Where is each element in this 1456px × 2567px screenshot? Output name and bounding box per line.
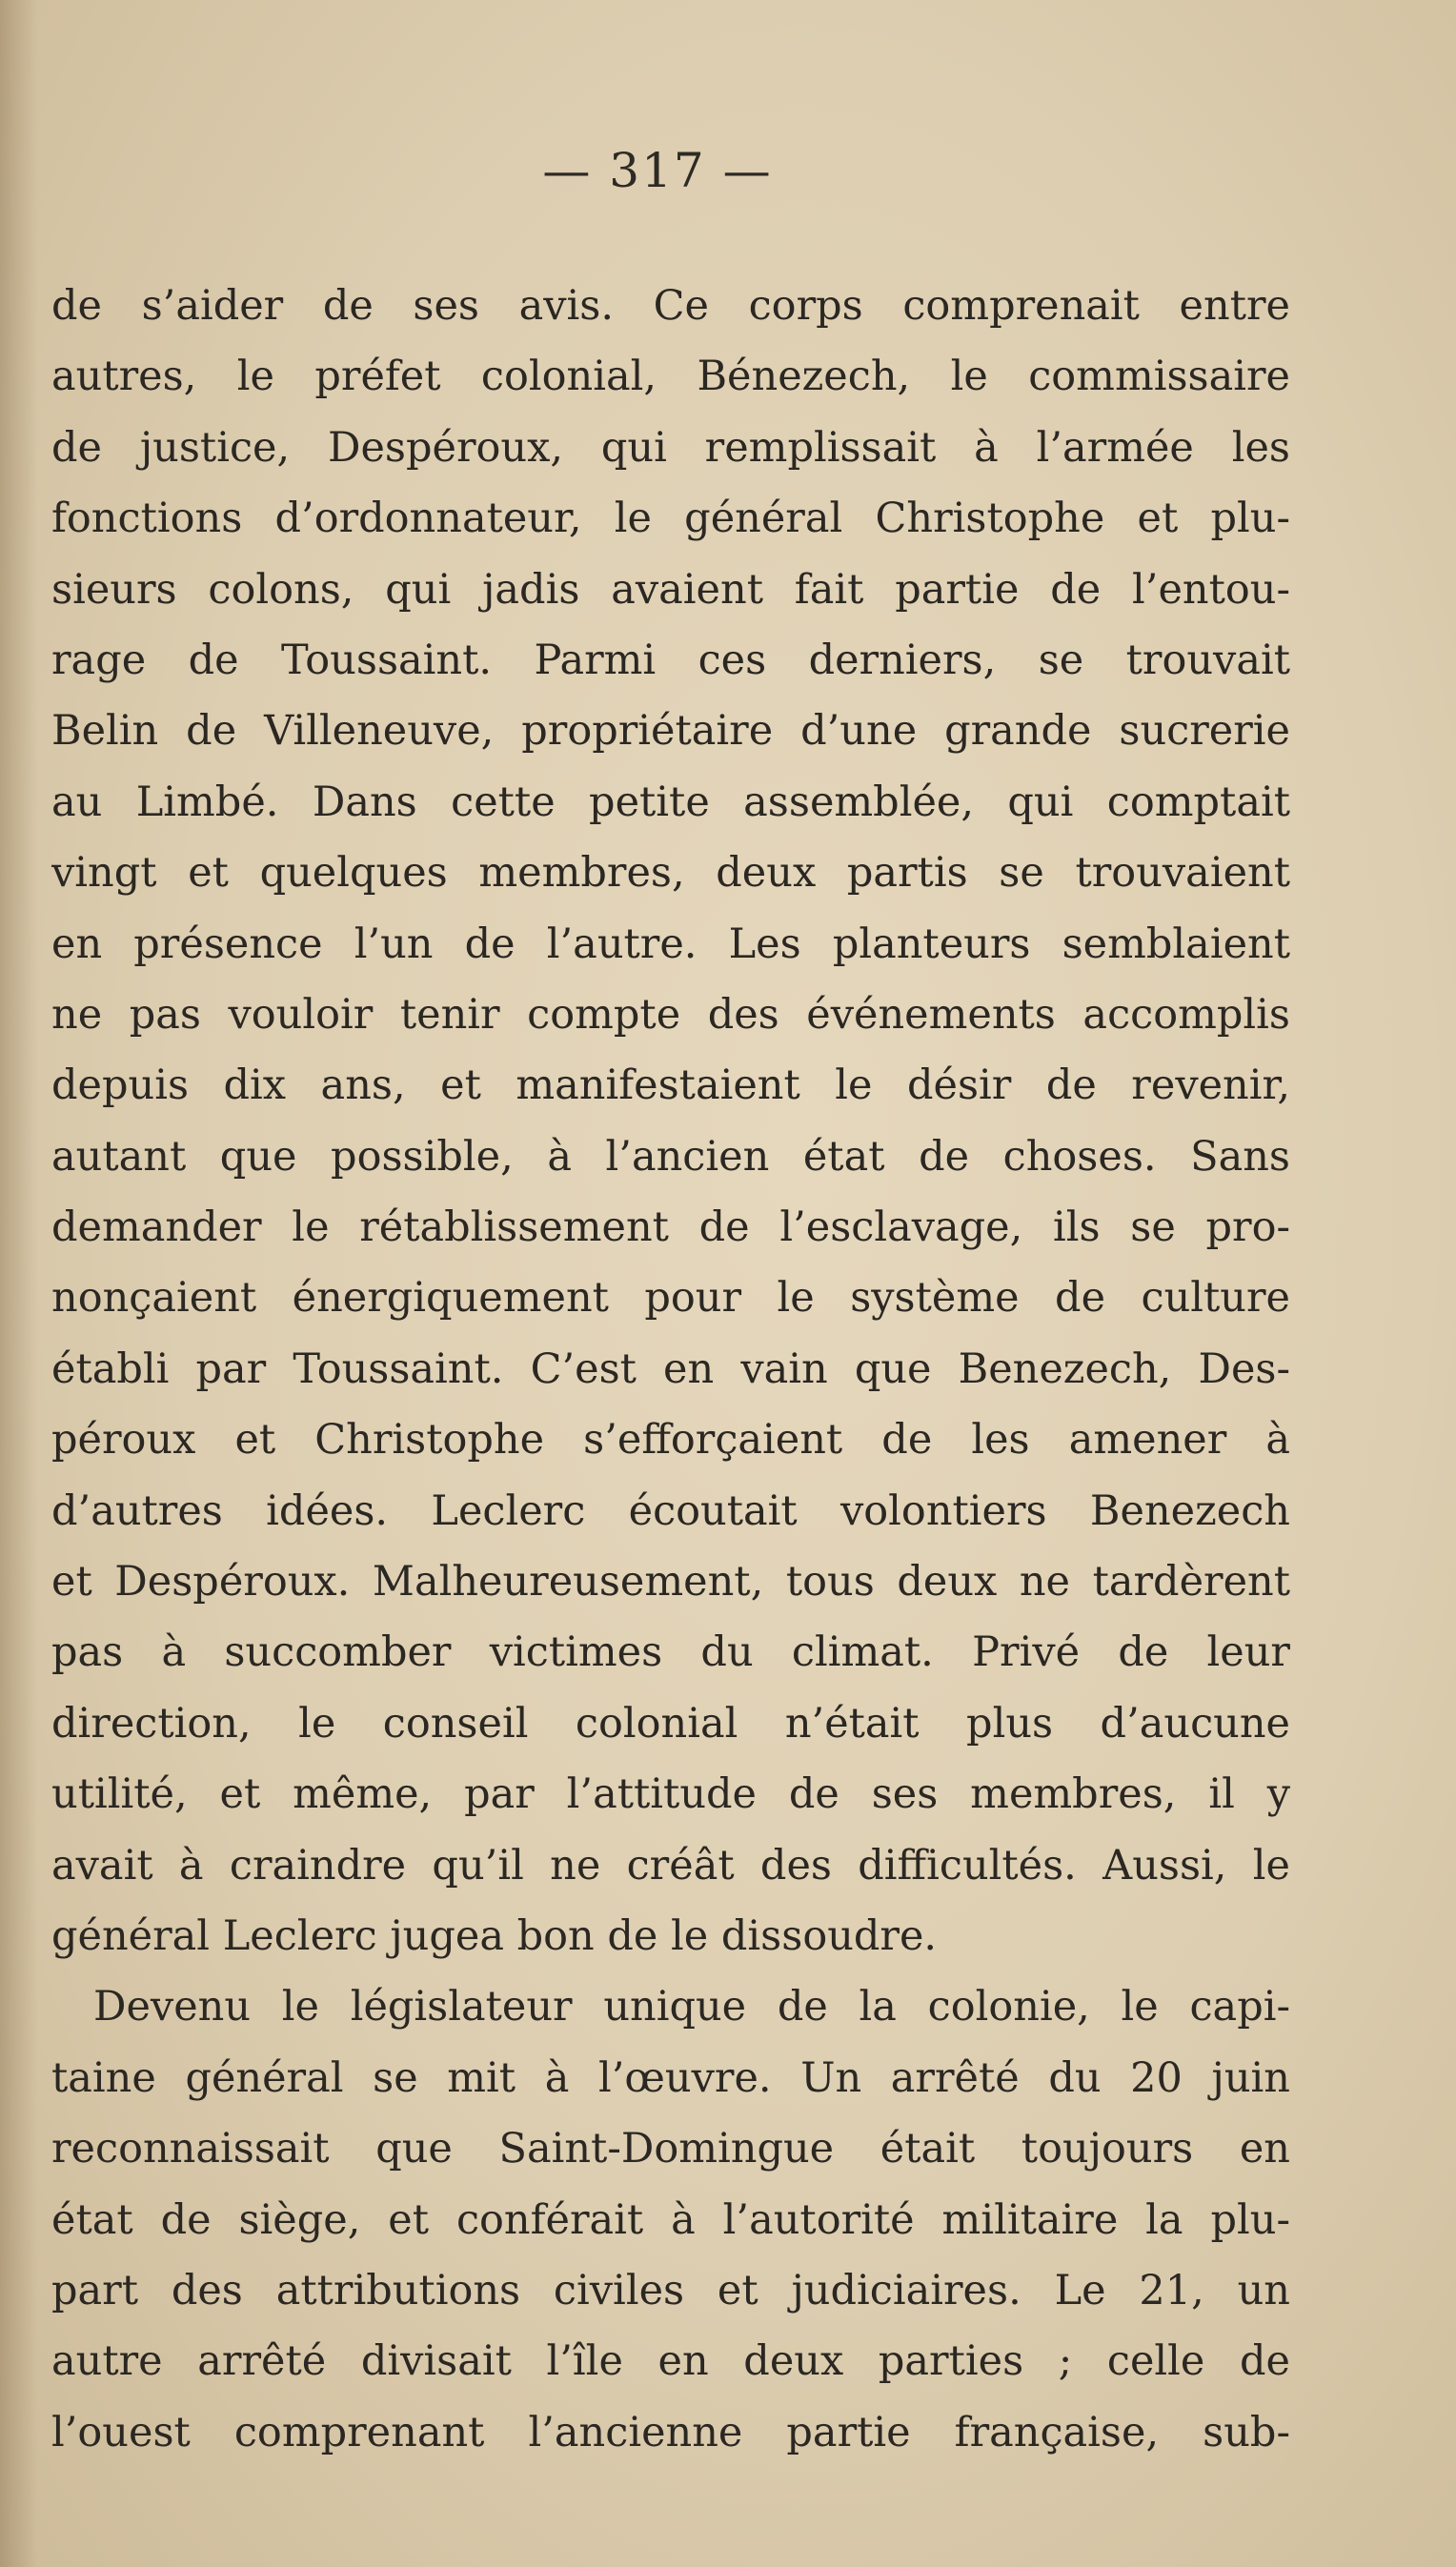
- text-line: part des attributions civiles et judiciaires. Le 21, un: [51, 2266, 1290, 2314]
- paragraph-2: [51, 1971, 1290, 2468]
- body-text: [51, 271, 1290, 2468]
- paragraph-1: [51, 271, 1290, 1971]
- text-line: en présence l’un de l’autre. Les planteurs semblaient: [51, 920, 1290, 968]
- text-line: d’autres idées. Leclerc écoutait volontiers Benezech: [51, 1486, 1290, 1535]
- text-line: autres, le préfet colonial, Bénezech, le commissaire: [51, 353, 1290, 401]
- text-line: avait à craindre qu’il ne créât des difficultés. Aussi, le: [51, 1841, 1290, 1890]
- text-line: nonçaient énergiquement pour le système de culture: [51, 1274, 1290, 1323]
- text-line: depuis dix ans, et manifestaient le désir de revenir,: [51, 1061, 1290, 1110]
- text-line: taine général se mit à l’œuvre. Un arrêté du 20 juin: [51, 2053, 1290, 2102]
- text-line: général Leclerc jugea bon de le dissoudre.: [51, 1911, 938, 1960]
- text-line: reconnaissait que Saint-Domingue était toujours en: [51, 2125, 1290, 2173]
- text-line: et Despéroux. Malheureusement, tous deux ne tardèrent: [51, 1558, 1290, 1607]
- text-line: sieurs colons, qui jadis avaient fait partie de l’entou-: [51, 565, 1290, 614]
- text-line: établi par Toussaint. C’est en vain que Benezech, Des-: [51, 1344, 1290, 1393]
- text-line: au Limbé. Dans cette petite assemblée, qui comptait: [51, 778, 1290, 826]
- text-line: rage de Toussaint. Parmi ces derniers, se trouvait: [51, 636, 1290, 684]
- text-line: état de siège, et conférait à l’autorité militaire la plu-: [51, 2195, 1290, 2244]
- text-line: vingt et quelques membres, deux partis se trouvaient: [51, 849, 1290, 898]
- text-line: demander le rétablissement de l’esclavage, ils se pro-: [51, 1203, 1290, 1252]
- text-line: péroux et Christophe s’efforçaient de les amener à: [51, 1416, 1290, 1465]
- text-line: Belin de Villeneuve, propriétaire d’une grande sucrerie: [51, 707, 1290, 756]
- text-line: autant que possible, à l’ancien état de choses. Sans: [51, 1132, 1290, 1181]
- text-line: Devenu le législateur unique de la colonie, le capi-: [93, 1983, 1290, 2031]
- text-line: de s’aider de ses avis. Ce corps comprenait entre: [51, 282, 1290, 330]
- text-line: fonctions d’ordonnateur, le général Christophe et plu-: [51, 495, 1290, 543]
- text-line: ne pas vouloir tenir compte des événements accomplis: [51, 990, 1290, 1039]
- text-line: autre arrêté divisait l’île en deux parties ; celle de: [51, 2337, 1290, 2386]
- text-line: direction, le conseil colonial n’était plus d’aucune: [51, 1699, 1290, 1748]
- text-line: utilité, et même, par l’attitude de ses membres, il y: [51, 1770, 1290, 1819]
- text-line: de justice, Despéroux, qui remplissait à l’armée les: [51, 423, 1290, 472]
- text-line: l’ouest comprenant l’ancienne partie française, sub-: [51, 2408, 1290, 2456]
- text-line: pas à succomber victimes du climat. Privé de leur: [51, 1628, 1290, 1677]
- page-number: — 317 —: [542, 143, 773, 198]
